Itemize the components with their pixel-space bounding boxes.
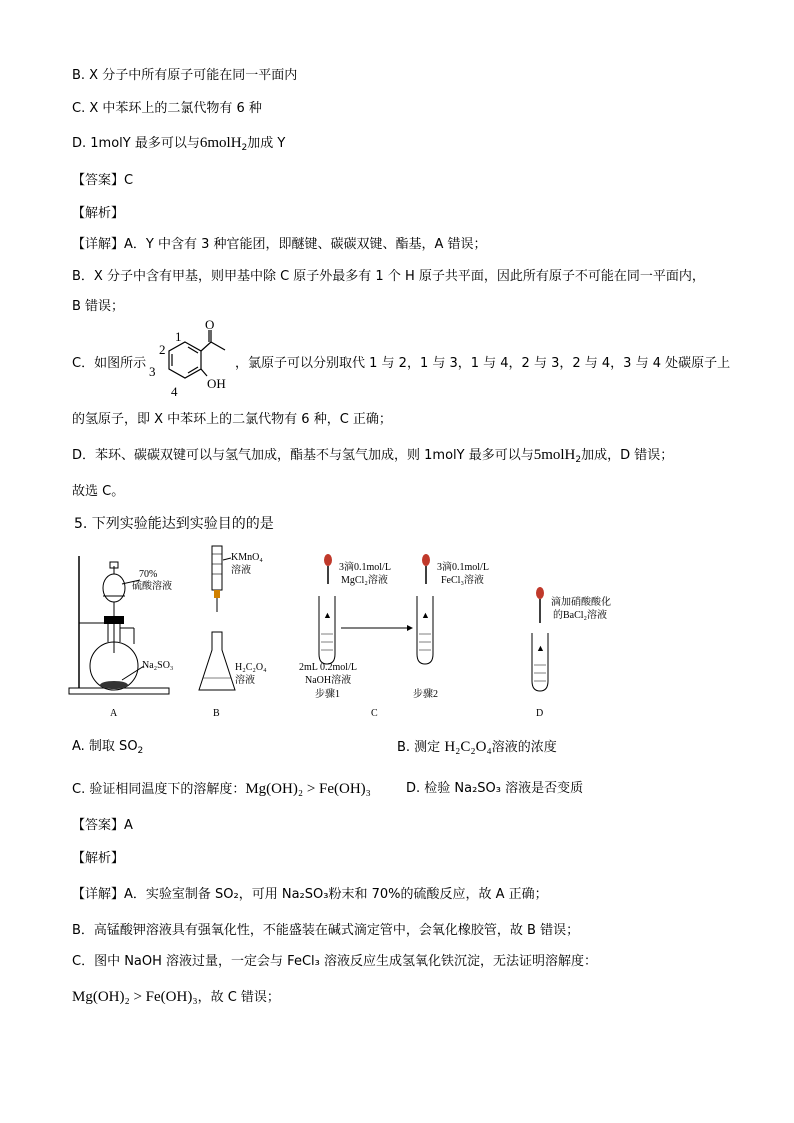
q5-detail-a: 【详解】A．实验室制备 SO₂，可用 Na₂SO₃粉末和 70%的硫酸反应，故 A 正确； xyxy=(72,887,548,902)
fig-c-bottom2: NaOH溶液 xyxy=(305,675,352,686)
q4-detail-a: 【详解】A．Y 中含有 3 种官能团，即醚键、碳碳双键、酯基，A 错误； xyxy=(72,237,487,252)
q5-detail-c2: Mg(OH)₂ > Fe(OH)₃，故 C 错误； xyxy=(72,989,280,1005)
fig-c-top1a: 3滴0.1mol/L xyxy=(339,562,391,573)
fig-c-top2b: FeCl₃溶液 xyxy=(441,575,484,586)
apparatus-figure-b xyxy=(195,540,305,720)
svg-text:▲: ▲ xyxy=(323,610,332,620)
fig-d-top1: 滴加硝酸酸化 xyxy=(551,597,611,608)
position-4-label: 4 xyxy=(171,384,178,399)
fig-a-reagent-sulfite: Na₂SO₃ xyxy=(142,660,174,671)
fig-d-top2: 的BaCl₂溶液 xyxy=(553,610,608,621)
q4-option-d: D. 1molY 最多可以与6molH$_2$加成 Y xyxy=(72,135,286,153)
position-3-label: 3 xyxy=(149,364,156,379)
q5-detail-b: B．高锰酸钾溶液具有强氧化性，不能盛装在碱式滴定管中，会氧化橡胶管，故 B 错误； xyxy=(72,923,580,938)
fig-a-label: A xyxy=(110,708,118,719)
q5-stem: 5. 下列实验能达到实验目的的是 xyxy=(74,516,274,532)
fig-d-label: D xyxy=(536,708,544,719)
q4-detail-c2: 的氢原子，即 X 中苯环上的二氯代物有 6 种，C 正确； xyxy=(72,412,392,427)
apparatus-figure-a xyxy=(64,548,194,720)
position-2-label: 2 xyxy=(159,342,166,357)
apparatus-figure-c xyxy=(295,552,505,720)
fig-c-top1b: MgCl₂溶液 xyxy=(341,575,388,586)
q4-answer: 【答案】C xyxy=(72,173,134,188)
apparatus-figure-d xyxy=(525,585,635,720)
q5-option-d: D. 检验 Na₂SO₃ 溶液是否变质 xyxy=(406,781,584,796)
svg-text:▲: ▲ xyxy=(421,610,430,620)
q4-option-c: C. X 中苯环上的二氯代物有 6 种 xyxy=(72,101,262,116)
svg-text:▲: ▲ xyxy=(536,643,545,653)
oxygen-label: O xyxy=(205,320,215,332)
q4-detail-c-text: ，氯原子可以分别取代 1 与 2，1 与 3，1 与 4，2 与 3，2 与 4，3 与 4 处碳原子上 xyxy=(235,356,731,371)
q4-conclusion: 故选 C。 xyxy=(72,484,125,499)
fig-b-label: B xyxy=(213,708,220,719)
q4-detail-d: D．苯环、碳碳双键可以与氢气加成，酯基不与氢气加成，则 1molY 最多可以与5molH$_2$加成，D 错误； xyxy=(72,447,674,465)
fig-b-reagent-solution: 溶液 xyxy=(231,565,251,576)
hydroxyl-label: OH xyxy=(207,376,226,391)
fig-c-step1: 步骤1 xyxy=(315,689,340,700)
fig-b-reagent-solution2: 溶液 xyxy=(235,675,255,686)
fig-c-step2: 步骤2 xyxy=(413,689,438,700)
fig-c-top2a: 3滴0.1mol/L xyxy=(437,562,489,573)
q5-option-b: B. 测定 H₂C₂O₄溶液的浓度 xyxy=(397,739,557,755)
fig-c-label: C xyxy=(371,708,378,719)
q5-option-c: C. 验证相同温度下的溶解度：Mg(OH)₂ > Fe(OH)₃ xyxy=(72,781,371,797)
fig-a-reagent-acid: 硫酸溶液 xyxy=(132,581,172,592)
q5-option-a: A. 制取 $SO_2$ xyxy=(72,739,144,756)
q5-analysis-heading: 【解析】 xyxy=(72,851,125,866)
fig-a-reagent-percent: 70% xyxy=(139,569,158,580)
q4-option-b: B. X 分子中所有原子可能在同一平面内 xyxy=(72,68,298,83)
q4-detail-b1: B．X 分子中含有甲基，则甲基中除 C 原子外最多有 1 个 H 原子共平面，因此所有原子不可能在同一平面内， xyxy=(72,269,705,284)
q4-analysis-heading: 【解析】 xyxy=(72,206,125,221)
q5-answer: 【答案】A xyxy=(72,818,133,833)
q5-detail-c1: C．图中 NaOH 溶液过量，一定会与 FeCl₃ 溶液反应生成氢氧化铁沉淀，无法证明溶解度： xyxy=(72,954,597,969)
fig-b-reagent-kmno4: KMnO₄ xyxy=(231,552,263,563)
benzene-structure-figure xyxy=(145,320,235,400)
position-1-label: 1 xyxy=(175,329,182,344)
q4-detail-b2: B 错误； xyxy=(72,299,125,314)
fig-c-bottom1: 2mL 0.2mol/L xyxy=(299,662,357,673)
fig-b-reagent-oxalic: H₂C₂O₄ xyxy=(235,662,267,673)
q4-detail-c-prefix: C．如图所示 xyxy=(72,356,147,371)
